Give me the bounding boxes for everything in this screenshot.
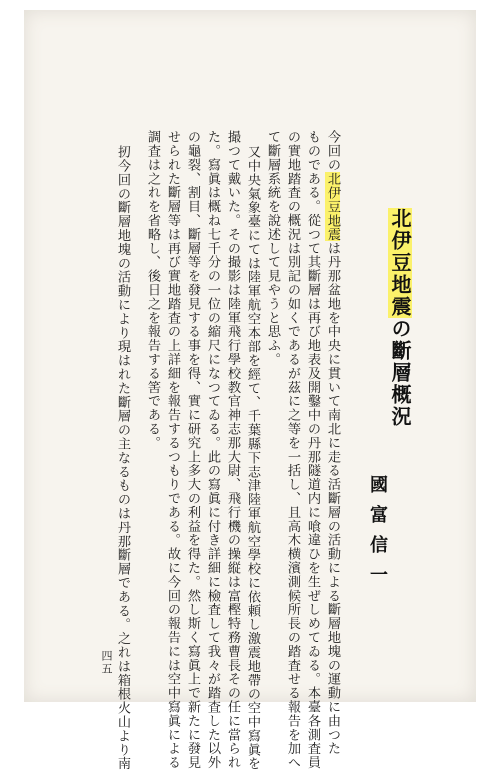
body-column-8: の龜裂、割目、斷層等を發見する事を得、實に研究上多大の利益を得た。然し斯く寫眞上で新たに發見 bbox=[185, 130, 200, 770]
body-highlight: 北伊豆地震 bbox=[325, 171, 340, 242]
title-rest: の斷層概況 bbox=[388, 318, 412, 428]
book-page bbox=[24, 10, 476, 771]
page-number: 四五 bbox=[100, 650, 113, 676]
body-column-2: ものである。從つて其斷層は再び地表及開鑿中の丹那隧道内に喰違ひを生ぜしめてゐる。本臺各測査員 bbox=[305, 130, 320, 770]
author-name: 國富信一 bbox=[367, 475, 388, 595]
body-column-9: せられた斷層等は再び實地踏査の上詳細を報告するつもりである。故に今回の報告には空中寫眞による bbox=[165, 130, 180, 770]
body-column-1: 今回の北伊豆地震は丹那盆地を中央に貫いて南北に走る活斷層の活動による斷層地塊の運動に由つた bbox=[325, 130, 340, 756]
title-highlight: 北伊豆地震 bbox=[388, 208, 412, 318]
page-title bbox=[386, 208, 415, 428]
body-column-4: て斷層系統を說述して見やうと思ふ。 bbox=[265, 130, 280, 367]
body-column-11: 扨今回の斷層地塊の活動により現はれた斷層の主なるものは丹那斷層である。之れは箱根火山より南 bbox=[115, 145, 130, 771]
body-column-7: た。寫眞は概ね七千分の一位の縮尺になつてゐる。此の寫眞に付き詳細に檢査して我々が踏査した以外 bbox=[205, 130, 220, 770]
body-column-3: の實地踏査の概況は別記の如くであるが茲に之等を一括し、且高木横濱測候所長の踏査せる報告を加へ bbox=[285, 130, 300, 770]
body-column-6: 撮つて戴いた。その撮影は陸軍飛行學校教官神志那大尉、飛行機の操縦は富樫特務曹長その任に當られ bbox=[225, 130, 240, 770]
body-column-5: 又中央氣象臺にては陸軍航空本部を經て、千葉縣下志津陸軍航空學校に依頼し激震地帶の空中寫眞を bbox=[245, 145, 260, 771]
body-column-10: 調査は之れを省略し、後日之を報告する筈である。 bbox=[145, 130, 160, 450]
